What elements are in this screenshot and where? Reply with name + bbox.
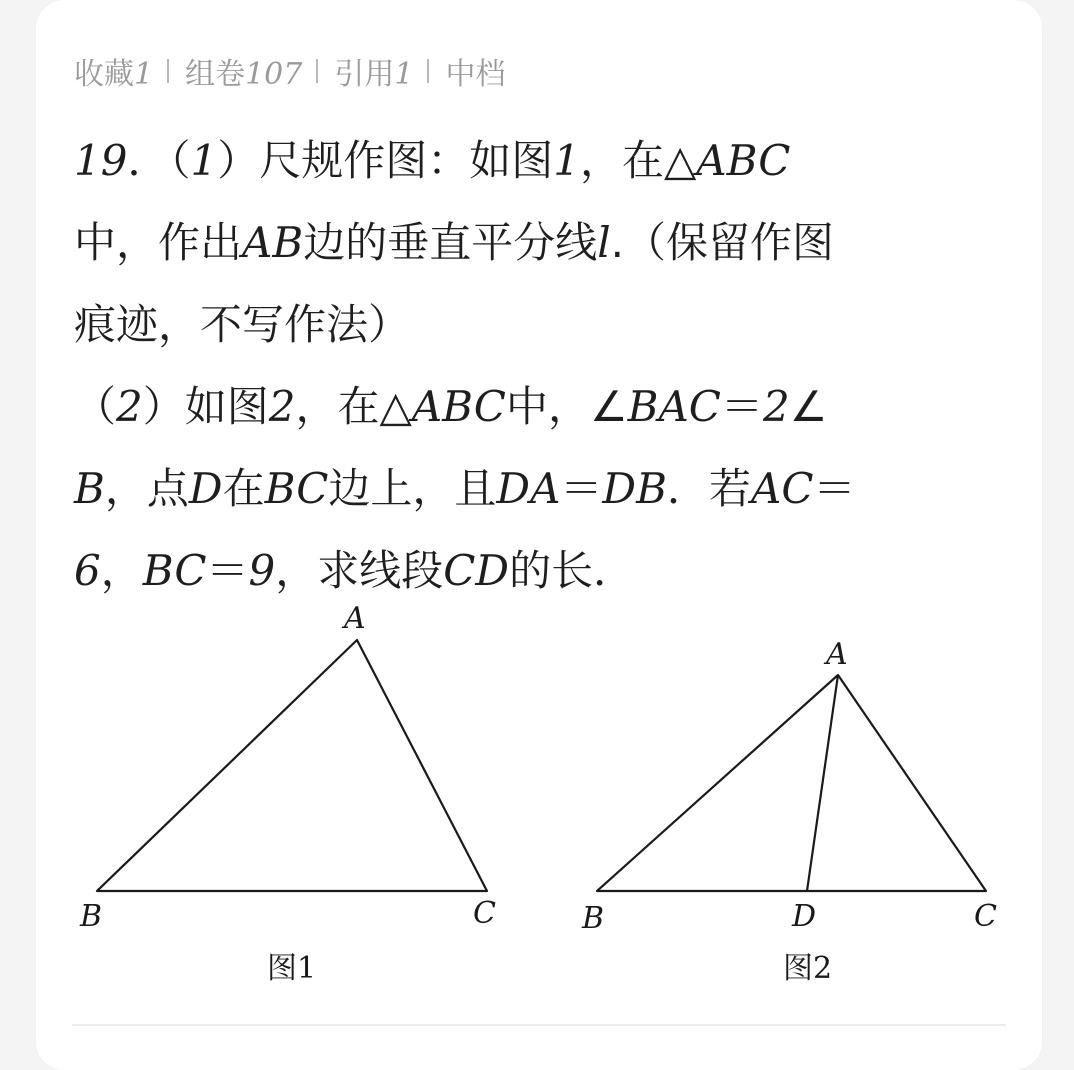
fig2-label-b: B — [582, 901, 605, 936]
figure-2 — [597, 675, 986, 891]
fig1-label-a: A — [344, 601, 366, 636]
question-line-5: B，点D在BC边上，且DA＝DB．若AC＝ — [74, 464, 856, 513]
question-line-4: （2）如图2，在△ABC中，∠BAC＝2∠ — [74, 382, 828, 431]
cite-stat[interactable]: 引用1 — [334, 57, 414, 92]
fig2-label-c: C — [974, 899, 997, 934]
question-line-1: 19．（1）尺规作图：如图1，在△ABC — [74, 136, 791, 185]
figure-1 — [97, 640, 487, 891]
favorites-stat[interactable]: 收藏1 — [74, 57, 154, 92]
question-line-3: 痕迹，不写作法） — [74, 300, 411, 349]
fig1-caption: 图1 — [267, 951, 317, 986]
figure-1-labels — [79, 601, 496, 934]
fig2-label-d: D — [792, 899, 817, 934]
compose-stat[interactable]: 组卷107 — [185, 57, 303, 92]
fig2-label-a: A — [826, 637, 848, 672]
question-line-6: 6，BC＝9，求线段CD的长． — [74, 546, 636, 595]
segment-ad — [807, 675, 838, 891]
question-number: 19 — [74, 136, 128, 185]
divider — [72, 1024, 1006, 1026]
difficulty-badge: 中档 — [445, 57, 506, 92]
triangle-abc-fig1 — [97, 640, 487, 891]
fig1-label-b: B — [80, 899, 103, 934]
question-line-2: 中，作出AB边的垂直平分线l.（保留作图 — [74, 218, 835, 267]
fig2-caption: 图2 — [783, 951, 833, 986]
fig1-label-c: C — [473, 896, 496, 931]
triangle-abc-fig2 — [597, 675, 986, 891]
